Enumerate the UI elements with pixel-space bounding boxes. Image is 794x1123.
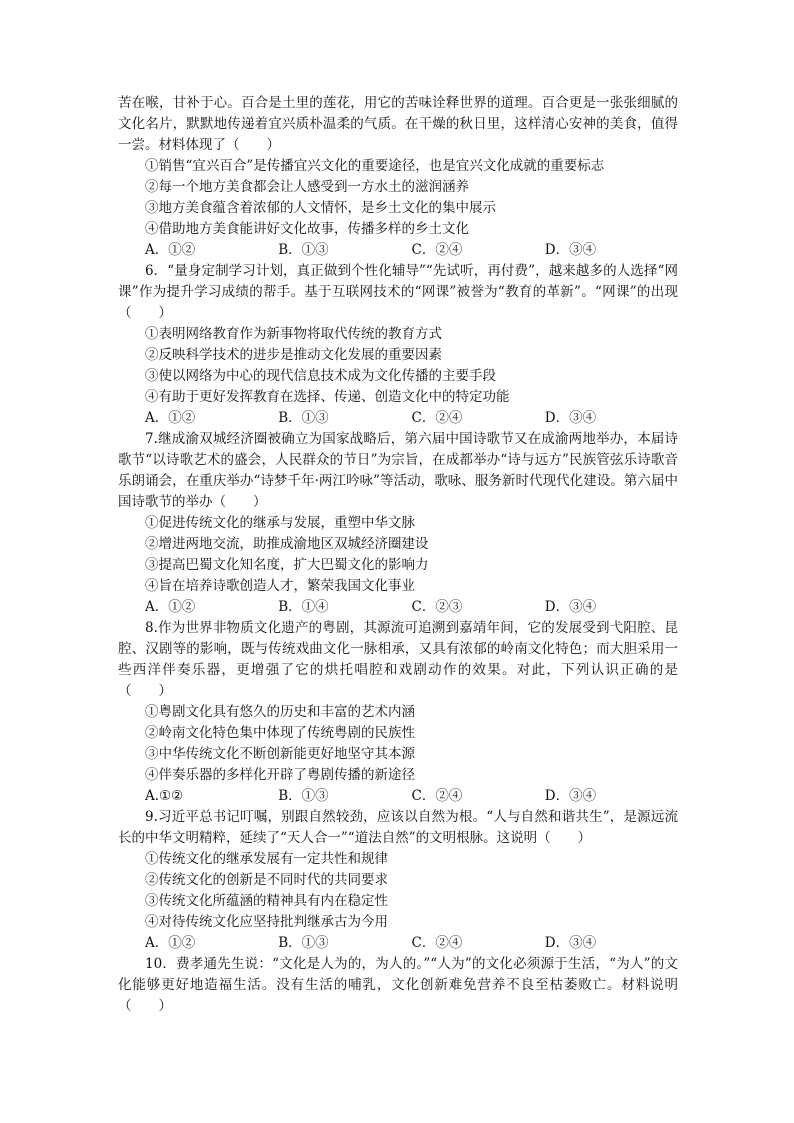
answer-choices <box>118 597 678 618</box>
choice-c: C．②④ <box>411 935 463 951</box>
choice-a: A．①② <box>145 242 196 258</box>
option: ③中华传统文化不断创新能更好地坚守其本源 <box>145 746 415 762</box>
choice-a: A.①② <box>145 788 184 804</box>
choice-d: D．③④ <box>544 935 597 951</box>
choice-a: A．①② <box>145 410 196 426</box>
option: ①销售“宜兴百合”是传播宜兴文化的重要途径，也是宜兴文化成就的重要标志 <box>145 158 605 174</box>
answer-choices <box>118 933 678 954</box>
choice-c: C．②④ <box>411 242 463 258</box>
question-stem: 8.作为世界非物质文化遗产的粤剧，其源流可追溯到嘉靖年间，它的发展受到弋阳腔、昆腔、汉剧等的影响，既与传统戏曲文化一脉相承，又具有浓郁的岭南文化特色；而大胆采用一些西洋伴奏乐器，更增强了它的烘托唱腔和戏剧动作的效果。对此，下列认识正确的是（ ） <box>118 620 678 699</box>
option: ③使以网络为中心的现代信息技术成为文化传播的主要手段 <box>145 368 496 384</box>
answer-choices <box>118 408 678 429</box>
choice-c: C．②④ <box>411 410 463 426</box>
option: ③传统文化所蕴涵的精神具有内在稳定性 <box>145 893 388 909</box>
choice-d: D．③④ <box>544 599 597 615</box>
choice-c: C．②③ <box>411 599 463 615</box>
option: ①表明网络教育作为新事物将取代传统的教育方式 <box>145 326 442 342</box>
choice-b: B．①④ <box>278 599 329 615</box>
choice-d: D．③④ <box>544 788 597 804</box>
option: ②反映科学技术的进步是推动文化发展的重要因素 <box>145 347 442 363</box>
choice-b: B．①③ <box>278 410 329 426</box>
option: ④旨在培养诗歌创造人才，繁荣我国文化事业 <box>145 578 415 594</box>
option: ①传统文化的继承发展有一定共性和规律 <box>145 851 388 867</box>
option: ②增进两地交流，助推成渝地区双城经济圈建设 <box>145 536 429 552</box>
question-stem: 苦在喉，甘补于心。百合是土里的莲花，用它的苦味诠释世界的道理。百合更是一张张细腻的文化名片，默默地传递着宜兴质朴温柔的气质。在干燥的秋日里，这样清心安神的美食，值得一尝。材料体现了（ ） <box>118 95 678 153</box>
choice-a: A．①② <box>145 935 196 951</box>
option: ④对待传统文化应坚持批判继承古为今用 <box>145 914 388 930</box>
choice-a: A．①② <box>145 599 196 615</box>
option: ④伴奏乐器的多样化开辟了粤剧传播的新途径 <box>145 767 415 783</box>
question-stem: 6．“量身定制学习计划，真正做到个性化辅导”“先试听，再付费”，越来越多的人选择“网课”作为提升学习成绩的帮手。基于互联网技术的“网课”被誉为“教育的革新”。“网课”的出现（ ） <box>118 263 678 321</box>
answer-choices <box>118 240 678 261</box>
answer-choices <box>118 786 678 807</box>
question-stem: 7.继成渝双城经济圈被确立为国家战略后，第六届中国诗歌节又在成渝两地举办，本届诗歌节“以诗歌艺术的盛会，人民群众的节日”为宗旨，在成都举办“诗与远方”民族管弦乐诗歌音乐朗诵会，在重庆举办“诗梦千年·两江吟咏”等活动，歌咏、服务新时代现代化建设。第六届中国诗歌节的举办（ ） <box>118 431 678 510</box>
option: ④借助地方美食能讲好文化故事，传播多样的乡土文化 <box>145 221 469 237</box>
option: ②每一个地方美食都会让人感受到一方水土的滋润涵养 <box>145 179 469 195</box>
option: ③提高巴蜀文化知名度，扩大巴蜀文化的影响力 <box>145 557 429 573</box>
option: ③地方美食蕴含着浓郁的人文情怀，是乡土文化的集中展示 <box>145 200 496 216</box>
choice-b: B．①③ <box>278 788 329 804</box>
option: ②传统文化的创新是不同时代的共同要求 <box>145 872 388 888</box>
document-page <box>118 93 678 1017</box>
choice-d: D．③④ <box>544 242 597 258</box>
choice-c: C．②④ <box>411 788 463 804</box>
question-stem: 10．费孝通先生说：“文化是人为的，为人的。”“人为”的文化必须源于生活，“为人”的文化能够更好地造福生活。没有生活的哺乳，文化创新难免营养不良至枯萎败亡。材料说明（ ） <box>118 956 678 1014</box>
choice-d: D．③④ <box>544 410 597 426</box>
choice-b: B．①③ <box>278 935 329 951</box>
choice-b: B．①③ <box>278 242 329 258</box>
option: ②岭南文化特色集中体现了传统粤剧的民族性 <box>145 725 415 741</box>
option: ①粤剧文化具有悠久的历史和丰富的艺术内涵 <box>145 704 415 720</box>
option: ④有助于更好发挥教育在选择、传递、创造文化中的特定功能 <box>145 389 510 405</box>
question-stem: 9.习近平总书记叮嘱，别跟自然较劲，应该以自然为根。“人与自然和谐共生”，是源远流长的中华文明精粹，延续了“天人合一”“道法自然”的文明根脉。这说明（ ） <box>118 809 678 846</box>
option: ①促进传统文化的继承与发展，重塑中华文脉 <box>145 515 415 531</box>
